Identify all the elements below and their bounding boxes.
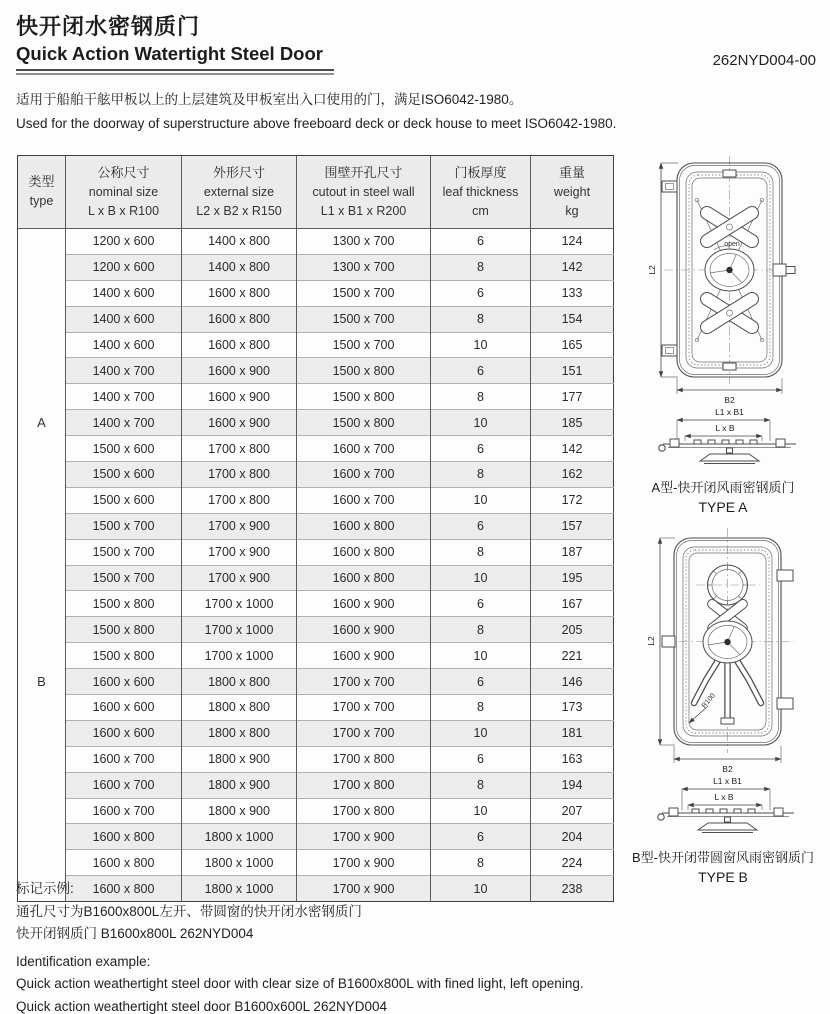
cell-cutout-size: 1600 x 700 [297,462,431,488]
cell-cutout-size: 1700 x 800 [297,798,431,824]
cell-cutout-size: 1600 x 700 [297,487,431,513]
col-weight-en: weight [553,184,591,199]
left-tab [662,636,675,647]
cell-weight: 142 [531,254,614,280]
cell-type [18,513,66,539]
table-row [18,462,614,488]
type-a-caption-en: TYPE A [698,499,748,515]
cell-external-size: 1800 x 800 [182,695,297,721]
cell-type [18,358,66,384]
cell-leaf-thickness: 8 [431,384,531,410]
document-number: 262NYD004-00 [712,52,816,69]
cell-weight: 194 [531,772,614,798]
table-row [18,617,614,643]
cell-external-size: 1800 x 900 [182,798,297,824]
identification-example-line1-en: Quick action weathertight steel door with clear size of B1600x800L with fined light, left opening. [16,976,584,992]
cell-external-size: 1600 x 900 [182,384,297,410]
cell-external-size: 1800 x 800 [182,669,297,695]
cell-external-size: 1800 x 900 [182,746,297,772]
cell-nominal-size: 1400 x 600 [66,332,182,358]
cell-type [18,539,66,565]
cell-leaf-thickness: 10 [431,876,531,902]
cell-cutout-size: 1600 x 800 [297,539,431,565]
cell-weight: 207 [531,798,614,824]
cell-cutout-size: 1600 x 700 [297,436,431,462]
cell-cutout-size: 1300 x 700 [297,229,431,255]
type-b-caption-en: TYPE B [698,869,748,885]
size-table-header [18,156,614,229]
type-b-drawing [616,520,830,885]
cell-type [18,746,66,772]
cell-leaf-thickness: 8 [431,772,531,798]
cell-type [18,436,66,462]
cell-leaf-thickness: 10 [431,798,531,824]
table-row [18,798,614,824]
cell-cutout-size: 1500 x 800 [297,358,431,384]
cell-type [18,306,66,332]
size-table [17,155,614,902]
cell-cutout-size: 1700 x 700 [297,669,431,695]
cell-nominal-size: 1200 x 600 [66,229,182,255]
cell-weight: 204 [531,824,614,850]
table-row [18,358,614,384]
side-latch [773,264,795,276]
cell-nominal-size: 1600 x 700 [66,746,182,772]
cell-type [18,798,66,824]
cell-type [18,824,66,850]
section-view [659,439,796,464]
cell-leaf-thickness: 8 [431,539,531,565]
cell-cutout-size: 1600 x 900 [297,643,431,669]
cell-weight: 142 [531,436,614,462]
cell-leaf-thickness: 6 [431,358,531,384]
col-header-external-size [182,156,297,229]
lxb-label: L x B [714,792,734,802]
cell-nominal-size: 1600 x 700 [66,772,182,798]
cell-nominal-size: 1500 x 600 [66,487,182,513]
description-zh: 适用于船舶干舷甲板以上的上层建筑及甲板室出入口使用的门，满足ISO6042-1980。 [16,92,523,107]
table-row [18,280,614,306]
table-row [18,410,614,436]
col-external-zh: 外形尺寸 [212,164,265,180]
table-row [18,669,614,695]
cell-weight: 162 [531,462,614,488]
table-row [18,565,614,591]
cell-type: A [18,410,66,436]
cell-weight: 195 [531,565,614,591]
cell-type [18,772,66,798]
size-table-body [18,229,614,902]
l1b1-label: L1 x B1 [713,776,742,786]
right-tab-bottom [777,698,793,709]
cell-cutout-size: 1700 x 800 [297,772,431,798]
cell-type [18,565,66,591]
cell-cutout-size: 1700 x 900 [297,850,431,876]
type-b-door-diagram [616,520,830,838]
cell-external-size: 1700 x 900 [182,539,297,565]
table-row [18,229,614,255]
cell-nominal-size: 1600 x 800 [66,850,182,876]
cell-cutout-size: 1500 x 700 [297,332,431,358]
cell-external-size: 1600 x 800 [182,306,297,332]
cell-nominal-size: 1400 x 700 [66,384,182,410]
col-external-en: external size [203,184,275,199]
cell-cutout-size: 1600 x 900 [297,617,431,643]
cell-cutout-size: 1500 x 800 [297,410,431,436]
cell-external-size: 1700 x 800 [182,462,297,488]
table-row [18,695,614,721]
cell-cutout-size: 1500 x 700 [297,306,431,332]
b2-label: B2 [724,395,735,405]
cell-weight: 181 [531,720,614,746]
corner-radius-callout [689,692,717,723]
cell-nominal-size: 1200 x 600 [66,254,182,280]
cell-weight: 185 [531,410,614,436]
cell-nominal-size: 1600 x 600 [66,720,182,746]
table-row [18,850,614,876]
cell-external-size: 1700 x 900 [182,513,297,539]
cell-external-size: 1700 x 900 [182,565,297,591]
cell-leaf-thickness: 8 [431,617,531,643]
cell-nominal-size: 1500 x 600 [66,462,182,488]
cell-type [18,254,66,280]
cell-weight: 172 [531,487,614,513]
table-row [18,824,614,850]
cell-weight: 124 [531,229,614,255]
cell-type [18,229,66,255]
cell-weight: 221 [531,643,614,669]
col-type-zh: 类型 [28,174,55,190]
mark-example-line2-zh: 快开闭钢质门 B1600x800L 262NYD004 [16,926,254,942]
col-header-type [18,156,66,229]
cell-type [18,487,66,513]
col-nominal-en: nominal size [88,184,159,199]
cell-leaf-thickness: 10 [431,720,531,746]
cell-leaf-thickness: 10 [431,487,531,513]
cell-type [18,850,66,876]
cell-leaf-thickness: 6 [431,280,531,306]
cell-type [18,695,66,721]
dimension-lxb [688,792,762,810]
section-view [658,808,794,833]
cell-nominal-size: 1400 x 600 [66,280,182,306]
title-underline [16,69,334,75]
cell-leaf-thickness: 6 [431,436,531,462]
cell-cutout-size: 1600 x 800 [297,513,431,539]
col-weight-zh: 重量 [558,164,585,180]
cell-weight: 177 [531,384,614,410]
cell-weight: 163 [531,746,614,772]
cell-nominal-size: 1500 x 800 [66,617,182,643]
mark-example-title-zh: 标记示例: [16,881,74,896]
table-row [18,487,614,513]
col-cutout-formula: L1 x B1 x R200 [320,204,407,219]
col-nominal-zh: 公称尺寸 [97,164,150,180]
cell-external-size: 1800 x 800 [182,720,297,746]
cell-weight: 187 [531,539,614,565]
table-row [18,643,614,669]
table-row [18,254,614,280]
cell-external-size: 1800 x 900 [182,772,297,798]
col-header-weight [531,156,614,229]
cell-leaf-thickness: 6 [431,669,531,695]
cell-nominal-size: 1600 x 700 [66,798,182,824]
cell-nominal-size: 1500 x 800 [66,643,182,669]
cell-type [18,591,66,617]
cell-nominal-size: 1500 x 600 [66,436,182,462]
l1b1-label: L1 x B1 [715,407,744,417]
cell-type [18,332,66,358]
right-tab-top [777,570,793,581]
table-row [18,539,614,565]
type-a-door-diagram [616,156,830,468]
cell-cutout-size: 1700 x 700 [297,695,431,721]
cell-weight: 146 [531,669,614,695]
col-external-formula: L2 x B2 x R150 [196,204,282,219]
cell-nominal-size: 1400 x 600 [66,306,182,332]
cell-cutout-size: 1700 x 800 [297,746,431,772]
dimension-lxb [685,423,762,441]
cell-type [18,720,66,746]
col-type-en: type [29,194,54,209]
cell-weight: 151 [531,358,614,384]
cell-type [18,384,66,410]
cell-type: B [18,669,66,695]
cell-leaf-thickness: 6 [431,229,531,255]
identification-example-title-en: Identification example: [16,953,151,969]
cell-cutout-size: 1700 x 700 [297,720,431,746]
cell-nominal-size: 1600 x 800 [66,876,182,902]
hinge-top [662,181,677,192]
cell-type [18,643,66,669]
cell-nominal-size: 1600 x 600 [66,695,182,721]
type-a-caption-zh: A型-快开闭风雨密钢质门 [651,480,795,495]
cell-leaf-thickness: 6 [431,591,531,617]
cell-nominal-size: 1400 x 700 [66,358,182,384]
cell-external-size: 1700 x 800 [182,436,297,462]
handwheel [703,621,752,663]
table-row [18,332,614,358]
col-header-nominal-size [66,156,182,229]
table-row [18,513,614,539]
cell-cutout-size: 1600 x 800 [297,565,431,591]
cell-external-size: 1800 x 1000 [182,824,297,850]
b2-label: B2 [722,764,733,774]
cell-leaf-thickness: 6 [431,746,531,772]
col-nominal-formula: L x B x R100 [87,204,160,219]
description-en: Used for the doorway of superstructure above freeboard deck or deck house to meet ISO6042-1980. [16,116,617,131]
lxb-label: L x B [715,423,735,433]
col-cutout-en: cutout in steel wall [312,184,415,199]
cell-external-size: 1700 x 800 [182,487,297,513]
cell-nominal-size: 1500 x 700 [66,513,182,539]
cell-cutout-size: 1700 x 900 [297,876,431,902]
hinge-bottom [662,345,677,356]
cell-leaf-thickness: 10 [431,643,531,669]
cell-leaf-thickness: 6 [431,824,531,850]
cell-external-size: 1600 x 900 [182,410,297,436]
page-header [16,10,816,131]
cell-leaf-thickness: 8 [431,462,531,488]
table-row [18,436,614,462]
bottom-dog [723,363,736,370]
handwheel [705,249,754,291]
open-label: open [724,241,740,248]
l2-label: L2 [646,636,656,646]
page-title-zh: 快开闭水密钢质门 [16,14,201,39]
col-header-cutout [297,156,431,229]
cell-weight: 173 [531,695,614,721]
cell-external-size: 1700 x 1000 [182,617,297,643]
cell-weight: 238 [531,876,614,902]
cell-leaf-thickness: 8 [431,850,531,876]
cell-leaf-thickness: 10 [431,410,531,436]
col-header-leaf-thickness [431,156,531,229]
cell-type [18,617,66,643]
cell-external-size: 1700 x 1000 [182,591,297,617]
table-row [18,384,614,410]
mark-example-line1-zh: 通孔尺寸为B1600x800L左开、带圆窗的快开闭水密钢质门 [16,903,362,919]
cell-weight: 224 [531,850,614,876]
cell-external-size: 1600 x 800 [182,332,297,358]
r100-label: R100 [700,692,717,710]
cell-nominal-size: 1600 x 600 [66,669,182,695]
table-row [18,746,614,772]
table-row [18,591,614,617]
col-thickness-zh: 门板厚度 [454,164,507,180]
table-row [18,772,614,798]
cell-external-size: 1600 x 900 [182,358,297,384]
cell-nominal-size: 1500 x 700 [66,565,182,591]
cell-cutout-size: 1300 x 700 [297,254,431,280]
cell-external-size: 1400 x 800 [182,229,297,255]
cell-cutout-size: 1500 x 800 [297,384,431,410]
cell-type [18,280,66,306]
identification-notes [16,881,796,1014]
table-row [18,720,614,746]
cell-cutout-size: 1600 x 900 [297,591,431,617]
cell-leaf-thickness: 8 [431,306,531,332]
cell-external-size: 1400 x 800 [182,254,297,280]
l2-label: L2 [647,265,657,275]
col-cutout-zh: 围壁开孔尺寸 [324,164,403,180]
cell-cutout-size: 1700 x 900 [297,824,431,850]
cell-leaf-thickness: 8 [431,254,531,280]
cell-nominal-size: 1400 x 700 [66,410,182,436]
cell-weight: 165 [531,332,614,358]
type-a-caption [616,477,830,515]
cell-nominal-size: 1500 x 800 [66,591,182,617]
col-thickness-en: leaf thickness [442,184,519,199]
cell-leaf-thickness: 6 [431,513,531,539]
cell-weight: 205 [531,617,614,643]
cell-external-size: 1800 x 1000 [182,876,297,902]
cell-leaf-thickness: 8 [431,695,531,721]
col-weight-unit: kg [565,204,579,219]
cell-cutout-size: 1500 x 700 [297,280,431,306]
cell-weight: 157 [531,513,614,539]
cell-leaf-thickness: 10 [431,332,531,358]
cell-weight: 133 [531,280,614,306]
type-a-drawing [616,156,830,515]
cell-external-size: 1800 x 1000 [182,850,297,876]
cell-leaf-thickness: 10 [431,565,531,591]
lower-arms [694,659,761,724]
type-b-caption-zh: B型-快开闭带圆窗风雨密钢质门 [631,850,814,865]
cell-type [18,462,66,488]
cell-weight: 167 [531,591,614,617]
col-thickness-unit: cm [472,204,489,219]
cell-nominal-size: 1600 x 800 [66,824,182,850]
cell-weight: 154 [531,306,614,332]
cell-nominal-size: 1500 x 700 [66,539,182,565]
cell-external-size: 1600 x 800 [182,280,297,306]
top-dog [723,170,736,177]
identification-example-line2-en: Quick action weathertight steel door B1600x600L 262NYD004 [16,998,387,1014]
page-title-en: Quick Action Watertight Steel Door [16,43,323,64]
type-b-caption [616,847,830,885]
table-row [18,306,614,332]
cell-external-size: 1700 x 1000 [182,643,297,669]
